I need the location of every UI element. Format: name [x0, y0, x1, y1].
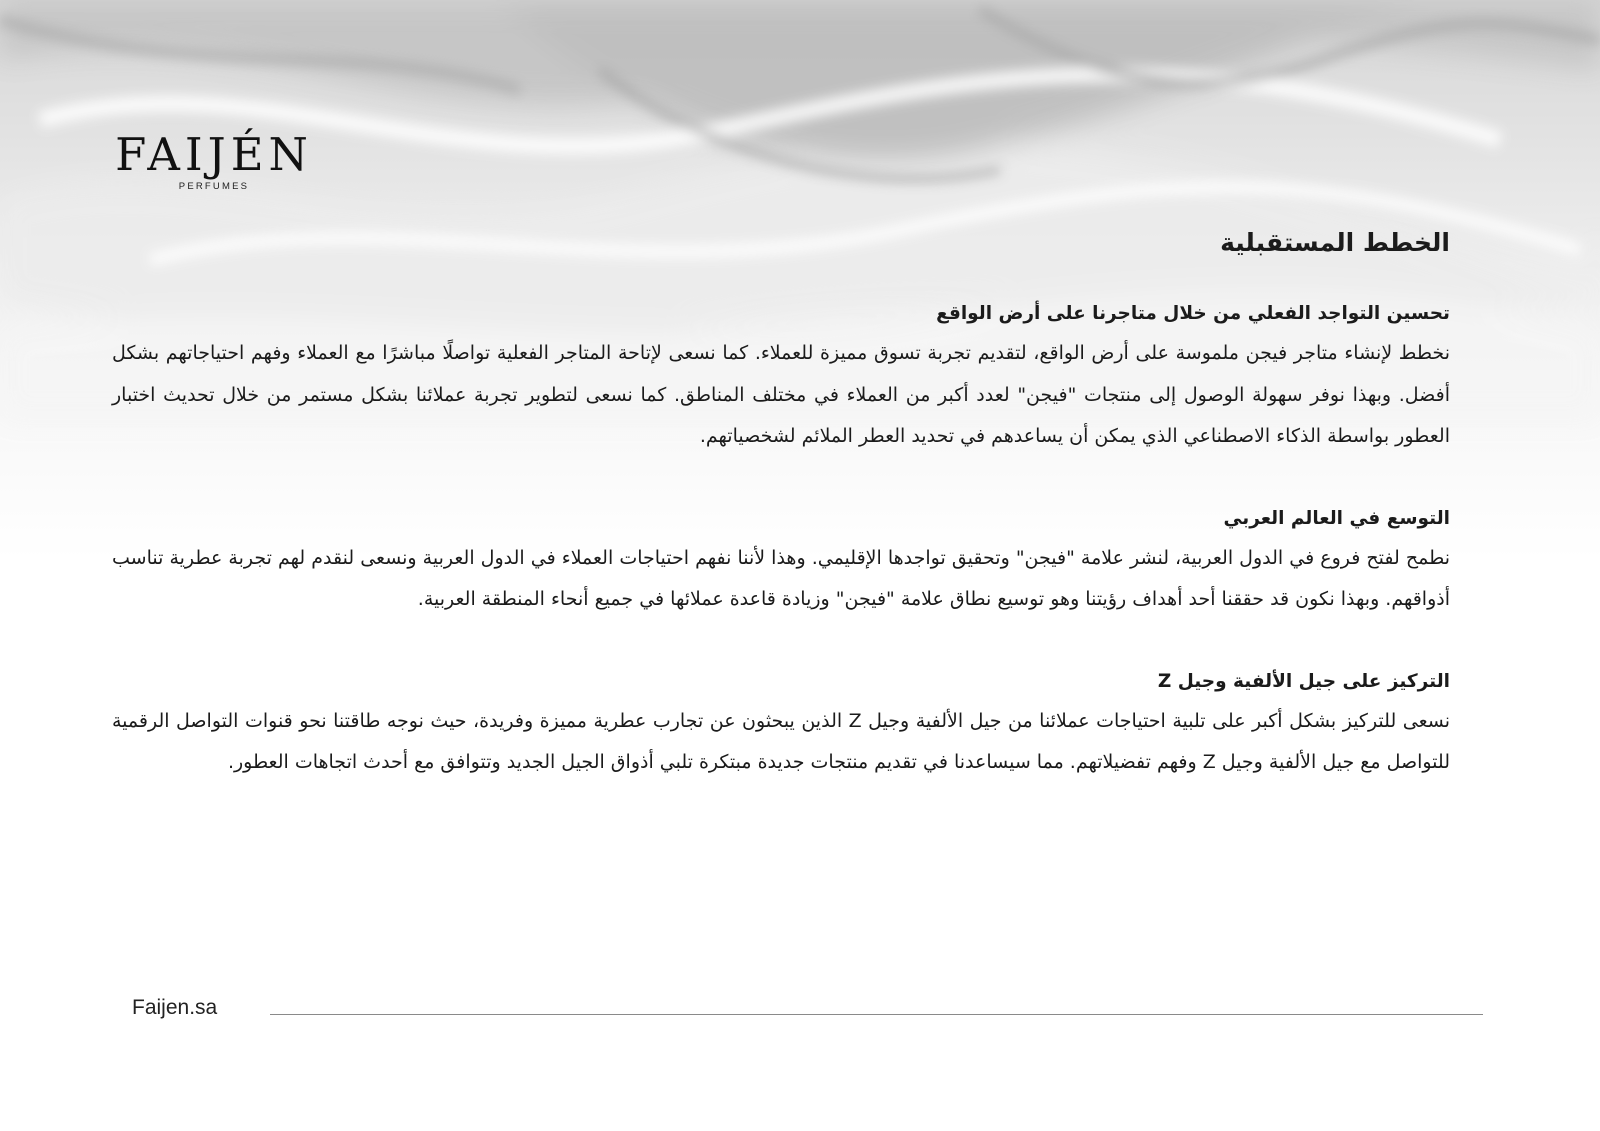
section-body: نطمح لفتح فروع في الدول العربية، لنشر علامة "فيجن" وتحقيق تواجدها الإقليمي. وهذا لأننا نفهم احتياجات العملاء في الدول العربية ونسعى لنقدم لهم تجربة عطرية تناسب أذواقهم. وبهذا نكون قد حققنا أحد أهداف رؤيتنا وهو توسيع نطاق علامة "فيجن" وزيادة قاعدة عملائها في جميع أنحاء المنطقة العربية.	[112, 546, 1450, 610]
section-physical-presence	[112, 295, 1450, 458]
footer-website: Faijen.sa	[132, 996, 218, 1019]
section-body: نخطط لإنشاء متاجر فيجن ملموسة على أرض الواقع، لتقديم تجربة تسوق مميزة للعملاء. كما نسعى لإتاحة المتاجر الفعلية تواصلًا مباشرًا مع العملاء وفهم احتياجاتهم بشكل أفضل. وبهذا نوفر سهولة الوصول إلى منتجات "فيجن" لعدد أكبر من العملاء في مختلف المناطق. كما نسعى لتطوير تجربة عملائنا بشكل مستمر من خلال تحديث اختبار العطور بواسطة الذكاء الاصطناعي الذي يمكن أن يساعدهم في تحديد العطر الملائم لشخصياتهم.	[112, 342, 1450, 447]
section-arab-expansion	[112, 500, 1450, 621]
logo-subtitle: PERFUMES	[178, 181, 250, 192]
footer-divider	[270, 1014, 1483, 1015]
page-title: الخطط المستقبلية	[1220, 228, 1450, 257]
section-millennials-genz	[112, 663, 1450, 784]
main-content	[112, 218, 1450, 826]
brand-logo	[112, 128, 316, 192]
logo-wordmark: FAIJÉN	[115, 128, 313, 181]
section-heading: التوسع في العالم العربي	[1223, 507, 1450, 529]
section-heading: التركيز على جيل الألفية وجيل Z	[1157, 670, 1450, 692]
section-body: نسعى للتركيز بشكل أكبر على تلبية احتياجات عملائنا من جيل الألفية وجيل Z الذين يبحثون عن تجارب عطرية مميزة وفريدة، حيث نوجه طاقتنا نحو قنوات التواصل الرقمية للتواصل مع جيل الألفية وجيل Z وفهم تفضيلاتهم. مما سيساعدنا في تقديم منتجات جديدة مبتكرة تلبي أذواق الجيل الجديد وتتوافق مع أحدث اتجاهات العطور.	[112, 709, 1450, 773]
section-heading: تحسين التواجد الفعلي من خلال متاجرنا على أرض الواقع	[936, 303, 1450, 324]
